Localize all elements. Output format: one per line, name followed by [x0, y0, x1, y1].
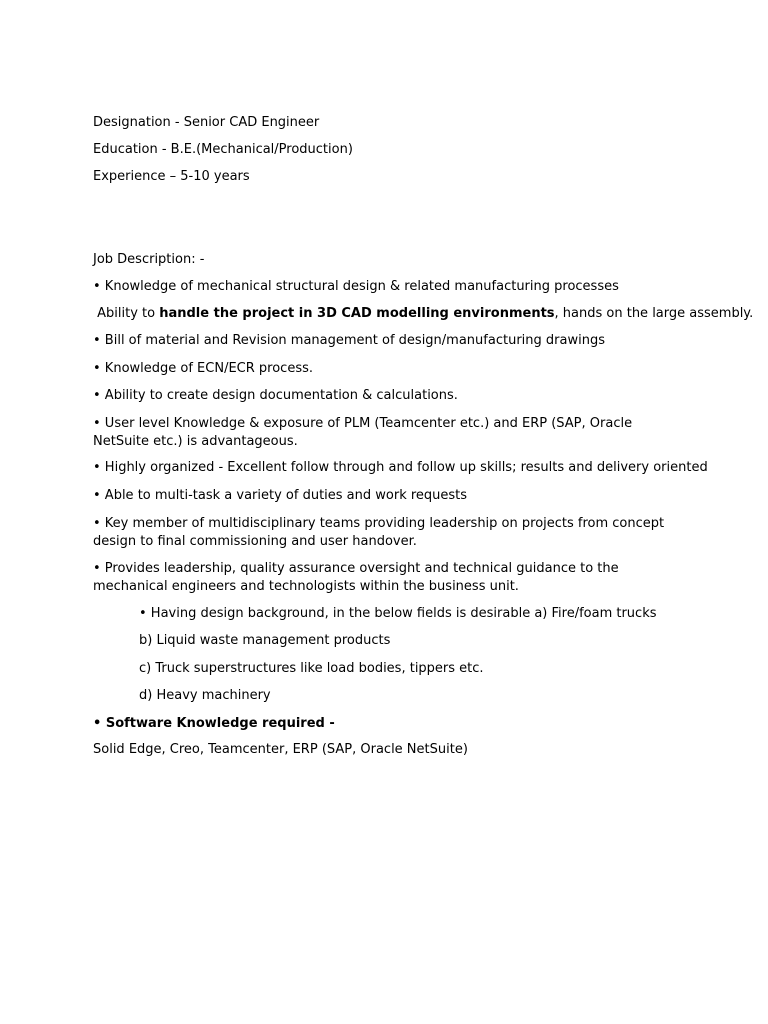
experience-line: Experience – 5-10 years: [93, 169, 250, 184]
background-intro: • Having design background, in the below fields is desirable a) Fire/foam trucks: [139, 606, 657, 621]
software-heading-text: • Software Knowledge required -: [93, 716, 335, 731]
jd-item-3d-cad-prefix: Ability to: [93, 306, 160, 321]
jd-item-mechanical-design: • Knowledge of mechanical structural design & related manufacturing processes: [93, 279, 619, 294]
software-heading: [93, 715, 673, 733]
jd-item-documentation: • Ability to create design documentation & calculations.: [93, 388, 458, 403]
designation-line: Designation - Senior CAD Engineer: [93, 115, 320, 130]
jd-item-key-member: • Key member of multidisciplinary teams providing leadership on projects from concept design to final commissioning and user handover.: [93, 516, 665, 549]
background-option-c: c) Truck superstructures like load bodies, tippers etc.: [139, 661, 484, 676]
jd-item-organized: • Highly organized - Excellent follow through and follow up skills; results and delivery oriented: [93, 460, 708, 475]
background-option-d: d) Heavy machinery: [139, 688, 271, 703]
jd-item-multitask: • Able to multi-task a variety of duties and work requests: [93, 488, 468, 503]
jd-item-3d-cad: [93, 305, 754, 323]
education-line: Education - B.E.(Mechanical/Production): [93, 142, 353, 157]
jd-item-3d-cad-suffix: , hands on the large assembly.: [554, 306, 754, 321]
job-description-heading: Job Description: -: [93, 252, 205, 267]
jd-item-bom: • Bill of material and Revision management of design/manufacturing drawings: [93, 333, 605, 348]
jd-item-plm-erp: • User level Knowledge & exposure of PLM (Teamcenter etc.) and ERP (SAP, Oracle NetSuite etc.) is advantageous.: [93, 416, 633, 449]
jd-item-3d-cad-emphasis: handle the project in 3D CAD modelling environments: [159, 306, 555, 321]
background-option-b: b) Liquid waste management products: [139, 633, 391, 648]
jd-item-leadership: • Provides leadership, quality assurance oversight and technical guidance to the mechanical engineers and technologists within the business unit.: [93, 561, 619, 594]
software-list: Solid Edge, Creo, Teamcenter, ERP (SAP, Oracle NetSuite): [93, 742, 468, 757]
jd-item-ecn-ecr: • Knowledge of ECN/ECR process.: [93, 361, 313, 376]
